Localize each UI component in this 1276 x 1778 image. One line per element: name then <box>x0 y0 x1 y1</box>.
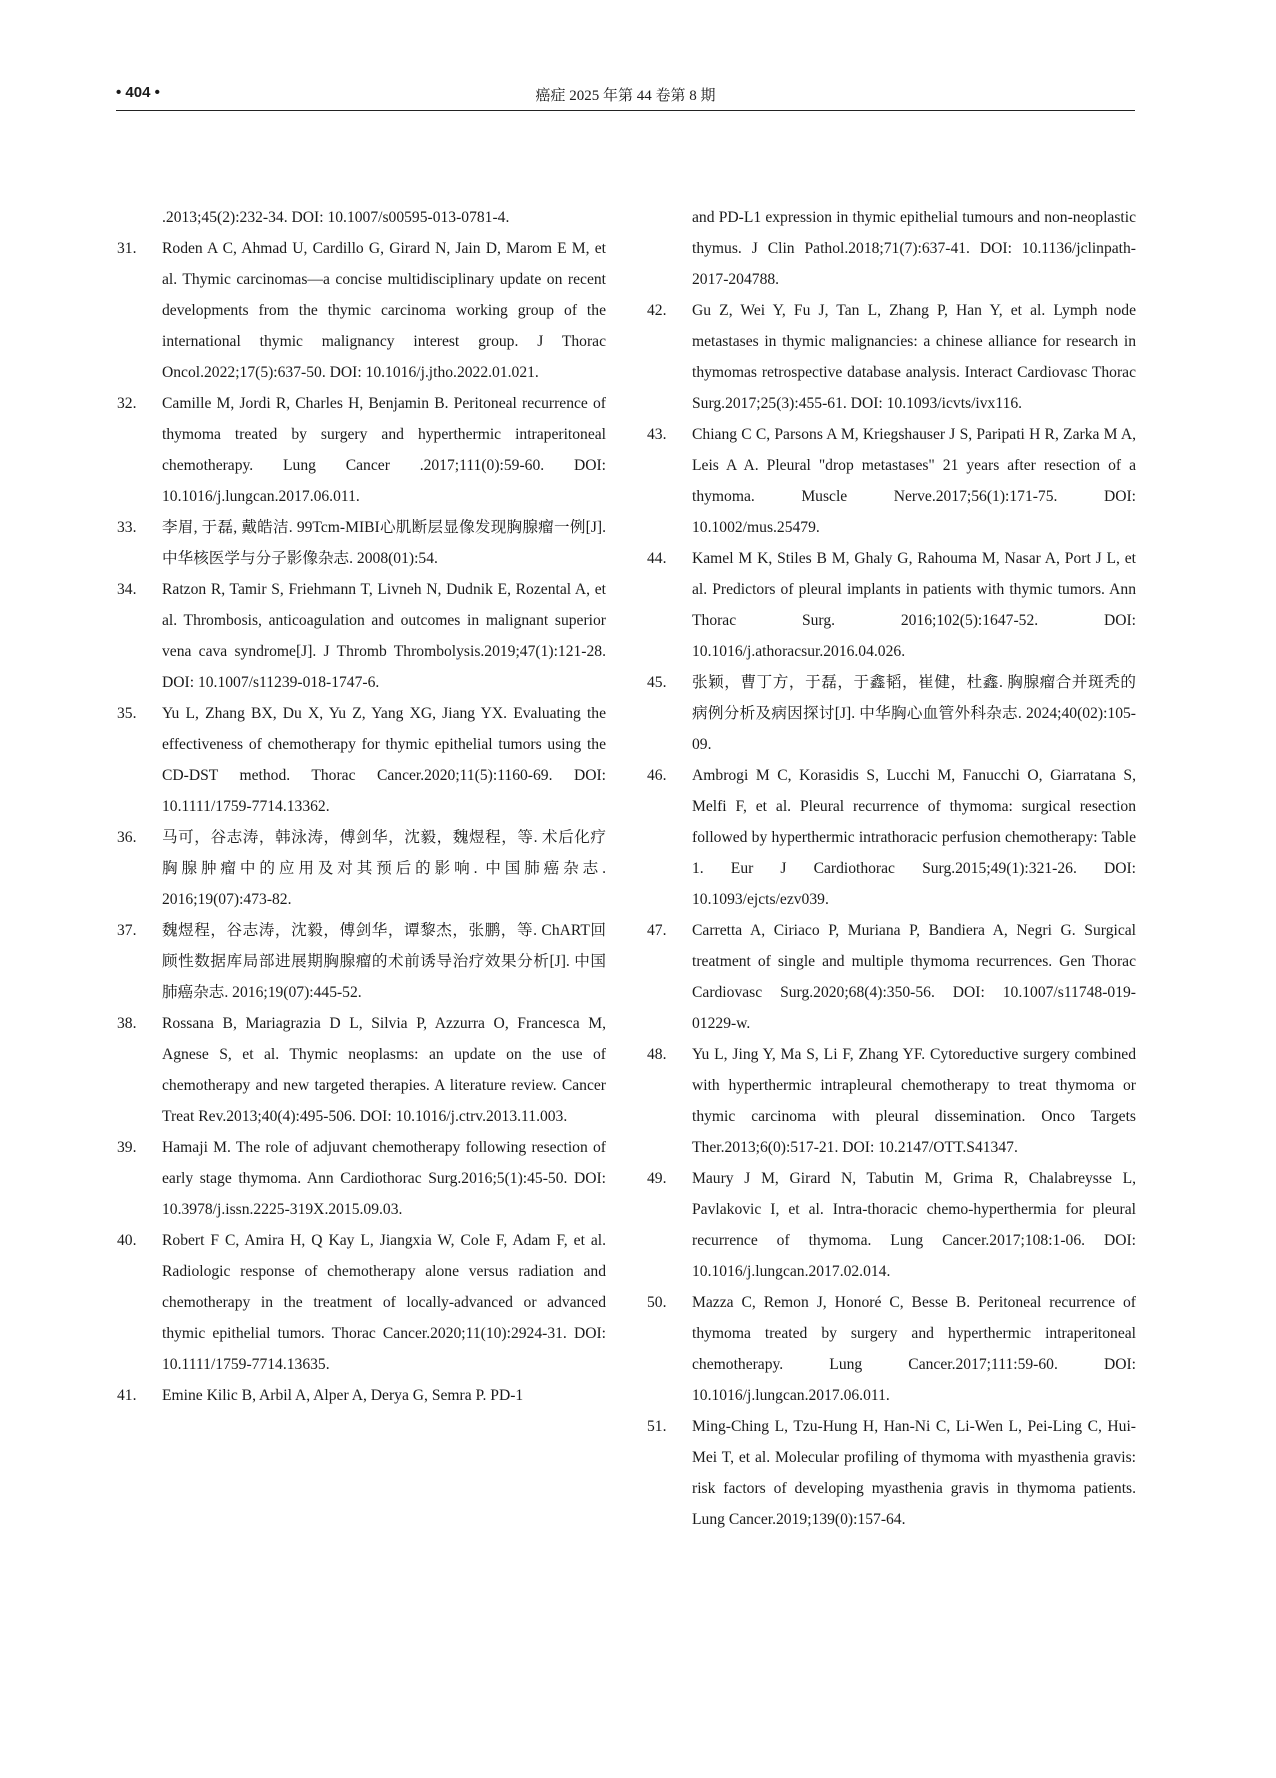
reference-item <box>647 1287 1136 1411</box>
reference-number: 34. <box>117 581 137 598</box>
reference-text: Roden A C, Ahmad U, Cardillo G, Girard N, Jain D, Marom E M, et al. Thymic carcinomas—a concise multidisciplinary update on recent developments from the thymic carcinoma working group of the international thymic malignancy interest group. J Thorac Oncol.2022;17(5):637-50. DOI: 10.1016/j.jtho.2022.01.021. <box>162 240 606 381</box>
reference-number: 39. <box>117 1139 137 1156</box>
reference-text: Chiang C C, Parsons A M, Kriegshauser J S, Paripati H R, Zarka M A, Leis A A. Pleural "drop metastases" 21 years after resection of a thymoma. Muscle Nerve.2017;56(1):171-75. DOI: 10.1002/mus.25479. <box>692 426 1136 536</box>
reference-number: 32. <box>117 395 137 412</box>
reference-text: Kamel M K, Stiles B M, Ghaly G, Rahouma M, Nasar A, Port J L, et al. Predictors of pleural implants in patients with thymic tumors. Ann Thorac Surg. 2016;102(5):1647-52. DOI: 10.1016/j.athoracsur.2016.04.026. <box>692 550 1136 660</box>
right-column <box>647 202 1136 1535</box>
reference-text: Yu L, Zhang BX, Du X, Yu Z, Yang XG, Jiang YX. Evaluating the effectiveness of chemotherapy for thymic epithelial tumors using the CD-DST method. Thorac Cancer.2020;11(5):1160-69. DOI: 10.1111/1759-7714.13362. <box>162 705 606 815</box>
left-column <box>117 202 606 1411</box>
header-rule <box>116 110 1135 111</box>
reference-number: 31. <box>117 240 137 257</box>
reference-number: 41. <box>117 1387 137 1404</box>
reference-item <box>117 822 606 915</box>
reference-item <box>117 1008 606 1132</box>
reference-item <box>647 1411 1136 1535</box>
reference-text: Emine Kilic B, Arbil A, Alper A, Derya G, Semra P. PD-1 <box>162 1387 524 1404</box>
reference-text: Maury J M, Girard N, Tabutin M, Grima R, Chalabreysse L, Pavlakovic I, et al. Intra-thoracic chemo-hyperthermia for pleural recurrence of thymoma. Lung Cancer.2017;108:1-06. DOI: 10.1016/j.lungcan.2017.02.014. <box>692 1170 1136 1280</box>
reference-number: 50. <box>647 1294 667 1311</box>
page-header <box>116 84 1135 108</box>
journal-title: 癌症 2025 年第 44 卷第 8 期 <box>535 88 716 104</box>
reference-item <box>647 667 1136 760</box>
reference-item <box>117 915 606 1008</box>
reference-number: 40. <box>117 1232 137 1249</box>
reference-list <box>117 233 606 1411</box>
reference-text: 魏煜程，谷志涛，沈毅，傅剑华，谭黎杰，张鹏，等. ChART回顾性数据库局部进展期胸腺瘤的术前诱导治疗效果分析[J]. 中国肺癌杂志. 2016;19(07):445-52. <box>162 922 606 1001</box>
reference-item <box>117 388 606 512</box>
reference-number: 48. <box>647 1046 667 1063</box>
reference-item <box>117 698 606 822</box>
reference-item <box>117 1225 606 1380</box>
reference-text: 李眉, 于磊, 戴皓洁. 99Tcm-MIBI心肌断层显像发现胸腺瘤一例[J]. 中华核医学与分子影像杂志. 2008(01):54. <box>162 519 606 567</box>
reference-item <box>117 233 606 388</box>
reference-number: 35. <box>117 705 137 722</box>
reference-text: Carretta A, Ciriaco P, Muriana P, Bandiera A, Negri G. Surgical treatment of single and multiple thymoma recurrences. Gen Thorac Cardiovasc Surg.2020;68(4):350-56. DOI: 10.1007/s11748-019-01229-w. <box>692 922 1136 1032</box>
reference-number: 45. <box>647 674 667 691</box>
reference-item <box>117 512 606 574</box>
reference-list <box>647 295 1136 1535</box>
reference-text: Yu L, Jing Y, Ma S, Li F, Zhang YF. Cytoreductive surgery combined with hyperthermic intrapleural chemotherapy to treat thymoma or thymic carcinoma with pleural dissemination. Onco Targets Ther.2013;6(0):517-21. DOI: 10.2147/OTT.S41347. <box>692 1046 1136 1156</box>
reference-item <box>647 543 1136 667</box>
reference-number: 44. <box>647 550 667 567</box>
reference-number: 47. <box>647 922 667 939</box>
reference-number: 51. <box>647 1418 667 1435</box>
reference-text: 马可，谷志涛，韩泳涛，傅剑华，沈毅，魏煜程，等. 术后化疗胸腺肿瘤中的应用及对其预后的影响. 中国肺癌杂志. 2016;19(07):473-82. <box>162 829 606 908</box>
reference-number: 42. <box>647 302 667 319</box>
reference-text: Ambrogi M C, Korasidis S, Lucchi M, Fanucchi O, Giarratana S, Melfi F, et al. Pleural recurrence of thymoma: surgical resection followed by hyperthermic intrathoracic perfusion chemotherapy: Table 1. Eur J Cardiothorac Surg.2015;49(1):321-26. DOI: 10.1093/ejcts/ezv039. <box>692 767 1136 908</box>
reference-continuation: and PD-L1 expression in thymic epithelial tumours and non-neoplastic thymus. J Clin Pathol.2018;71(7):637-41. DOI: 10.1136/jclinpath-2017-204788. <box>692 209 1136 288</box>
reference-text: Ratzon R, Tamir S, Friehmann T, Livneh N, Dudnik E, Rozental A, et al. Thrombosis, anticoagulation and outcomes in malignant superior vena cava syndrome[J]. J Thromb Thrombolysis.2019;47(1):121-28. DOI: 10.1007/s11239-018-1747-6. <box>162 581 606 691</box>
reference-number: 36. <box>117 829 137 846</box>
reference-item <box>647 1163 1136 1287</box>
reference-number: 33. <box>117 519 137 536</box>
reference-text: Camille M, Jordi R, Charles H, Benjamin B. Peritoneal recurrence of thymoma treated by surgery and hyperthermic intraperitoneal chemotherapy. Lung Cancer .2017;111(0):59-60. DOI: 10.1016/j.lungcan.2017.06.011. <box>162 395 606 505</box>
reference-item <box>117 1132 606 1225</box>
reference-number: 49. <box>647 1170 667 1187</box>
reference-item <box>117 1380 606 1411</box>
reference-number: 38. <box>117 1015 137 1032</box>
reference-item <box>647 419 1136 543</box>
reference-text: Hamaji M. The role of adjuvant chemotherapy following resection of early stage thymoma. Ann Cardiothorac Surg.2016;5(1):45-50. DOI: 10.3978/j.issn.2225-319X.2015.09.03. <box>162 1139 606 1218</box>
reference-text: Gu Z, Wei Y, Fu J, Tan L, Zhang P, Han Y, et al. Lymph node metastases in thymic malignancies: a chinese alliance for research in thymomas retrospective database analysis. Interact Cardiovasc Thorac Surg.2017;25(3):455-61. DOI: 10.1093/icvts/ivx116. <box>692 302 1136 412</box>
reference-continuation: .2013;45(2):232-34. DOI: 10.1007/s00595-013-0781-4. <box>162 209 510 226</box>
reference-item <box>647 295 1136 419</box>
reference-text: Rossana B, Mariagrazia D L, Silvia P, Azzurra O, Francesca M, Agnese S, et al. Thymic neoplasms: an update on the use of chemotherapy and new targeted therapies. A literature review. Cancer Treat Rev.2013;40(4):495-506. DOI: 10.1016/j.ctrv.2013.11.003. <box>162 1015 606 1125</box>
reference-item <box>647 915 1136 1039</box>
reference-text: Ming-Ching L, Tzu-Hung H, Han-Ni C, Li-Wen L, Pei-Ling C, Hui-Mei T, et al. Molecular profiling of thymoma with myasthenia gravis: risk factors of developing myasthenia gravis in thymoma patients. Lung Cancer.2019;139(0):157-64. <box>692 1418 1136 1528</box>
reference-item <box>117 574 606 698</box>
reference-number: 46. <box>647 767 667 784</box>
reference-number: 43. <box>647 426 667 443</box>
reference-item <box>647 760 1136 915</box>
reference-item <box>647 1039 1136 1163</box>
reference-text: Robert F C, Amira H, Q Kay L, Jiangxia W, Cole F, Adam F, et al. Radiologic response of chemotherapy alone versus radiation and chemotherapy in the treatment of locally-advanced or advanced thymic epithelial tumors. Thorac Cancer.2020;11(10):2924-31. DOI: 10.1111/1759-7714.13635. <box>162 1232 606 1373</box>
page-number: • 404 • <box>116 84 160 101</box>
reference-text: Mazza C, Remon J, Honoré C, Besse B. Peritoneal recurrence of thymoma treated by surgery and hyperthermic intraperitoneal chemotherapy. Lung Cancer.2017;111:59-60. DOI: 10.1016/j.lungcan.2017.06.011. <box>692 1294 1136 1404</box>
reference-text: 张颖，曹丁方，于磊，于鑫韬，崔健，杜鑫. 胸腺瘤合并斑秃的病例分析及病因探讨[J]. 中华胸心血管外科杂志. 2024;40(02):105-09. <box>692 674 1136 753</box>
reference-number: 37. <box>117 922 137 939</box>
